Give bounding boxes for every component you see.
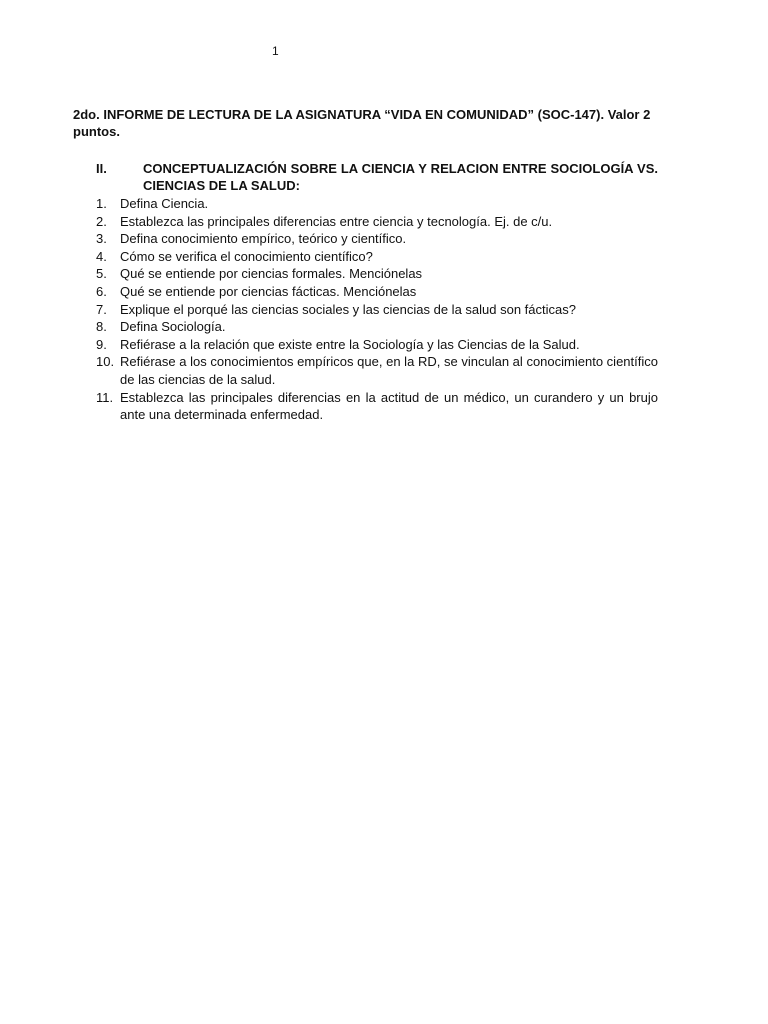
document-title: 2do. INFORME DE LECTURA DE LA ASIGNATURA “VIDA EN COMUNIDAD” (SOC-147). Valor 2 puntos. (73, 107, 651, 139)
question-item (96, 248, 658, 266)
question-text: Defina Sociología. (120, 319, 226, 335)
question-item (96, 318, 658, 336)
question-text: Cómo se verifica el conocimiento científico? (120, 248, 373, 264)
question-item (96, 301, 658, 319)
question-number: 11. (96, 389, 114, 405)
question-number: 10. (96, 354, 115, 370)
page-number: 1 (272, 44, 279, 58)
question-number: 8. (96, 319, 107, 335)
question-item (96, 283, 658, 301)
question-number: 4. (96, 248, 107, 264)
question-text: Refiérase a los conocimientos empíricos que, en la RD, se vinculan al conocimiento científico de las ciencias de la salud. (120, 354, 658, 387)
question-text: Establezca las principales diferencias en la actitud de un médico, un curandero y un brujo ante una determinada enfermedad. (120, 389, 658, 423)
question-item (96, 265, 658, 283)
section-heading-text: CONCEPTUALIZACIÓN SOBRE LA CIENCIA Y RELACION ENTRE SOCIOLOGÍA VS. CIENCIAS DE LA SALUD: (143, 161, 658, 193)
question-number: 7. (96, 301, 107, 317)
question-item (96, 353, 658, 388)
question-item (96, 195, 658, 213)
question-item (96, 230, 658, 248)
section-heading-block (96, 160, 658, 194)
question-number: 6. (96, 283, 107, 299)
section-numeral: II. (96, 161, 107, 176)
question-number: 2. (96, 213, 107, 229)
question-number: 5. (96, 266, 107, 282)
question-text: Defina conocimiento empírico, teórico y científico. (120, 231, 407, 247)
question-item (96, 389, 658, 424)
question-text: Explique el porqué las ciencias sociales y las ciencias de la salud son fácticas? (120, 301, 576, 317)
question-text: Qué se entiende por ciencias fácticas. Menciónelas (120, 283, 417, 299)
question-number: 1. (96, 196, 107, 211)
section-heading (96, 160, 658, 194)
question-number: 3. (96, 231, 107, 247)
question-number: 9. (96, 336, 107, 352)
question-text: Establezca las principales diferencias entre ciencia y tecnología. Ej. de c/u. (120, 213, 553, 229)
question-list (96, 195, 658, 424)
question-text: Refiérase a la relación que existe entre la Sociología y las Ciencias de la Salud. (120, 336, 580, 352)
question-item (96, 336, 658, 354)
question-item (96, 213, 658, 231)
question-text: Qué se entiende por ciencias formales. Menciónelas (120, 266, 423, 282)
question-text: Defina Ciencia. (120, 196, 209, 211)
